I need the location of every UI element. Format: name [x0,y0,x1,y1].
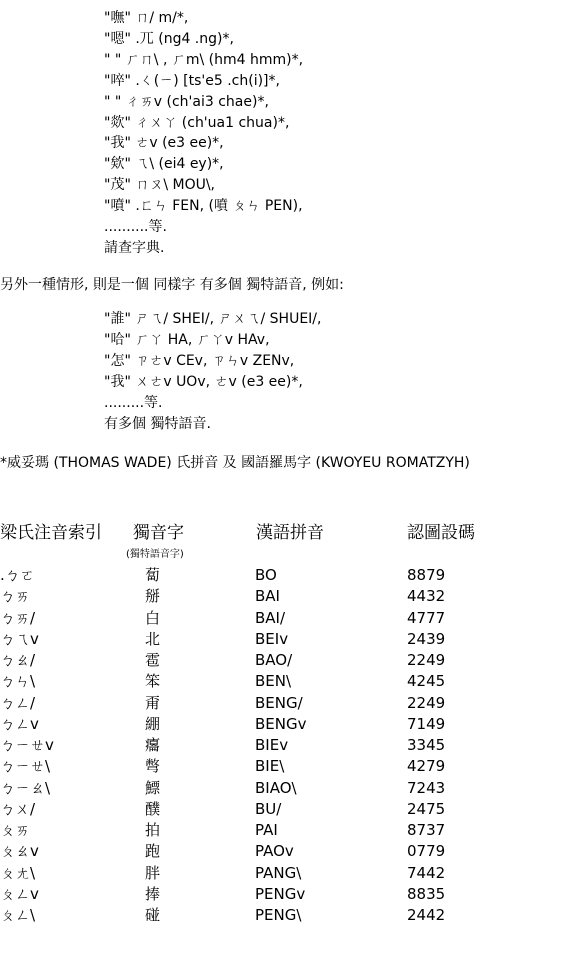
code-cell: 2475 [407,799,446,818]
pinyin-cell: PENG\ [255,906,302,924]
character-cell: 鰾 [145,778,161,797]
table-row [0,841,581,862]
romanization-note: *威妥瑪 (THOMAS WADE) 氏拼音 及 國語羅馬字 (KWOYEU ROMATZYH) [0,455,470,471]
character-cell: 綳 [145,714,161,733]
pinyin-cell: BU/ [255,799,282,818]
table-row [0,756,581,777]
zhuyin-cell: ㄅㄠ/ [0,651,36,669]
example-line: "欻" ㄔㄨㄚ (ch'ua1 chua)*, [104,114,290,131]
code-cell: 7149 [407,714,446,733]
example-line: " " ㄔㄞv (ch'ai3 chae)*, [104,93,269,110]
pinyin-cell: BO [255,566,277,584]
table-row [0,799,581,820]
pinyin-cell: BENGv [255,714,307,733]
character-cell: 癟 [145,736,161,754]
pinyin-cell: PENGv [255,884,306,903]
pinyin-cell: PAOv [255,842,294,861]
example-line: "誰" ㄕㄟ/ SHEI/, ㄕㄨㄟ/ SHUEI/, [104,311,322,327]
header-code: 認圖設碼 [407,523,475,543]
character-cell: 拍 [145,821,161,839]
zhuyin-cell: .ㄅㄛ [0,566,35,584]
table-row [0,693,581,714]
pinyin-cell: BAI [255,587,280,606]
example-line: .........等. [104,394,163,411]
code-cell: 8835 [407,884,446,903]
zhuyin-cell: ㄆㄞ [0,821,31,839]
character-cell: 北 [145,629,161,648]
code-cell: 4777 [407,608,446,627]
table-row [0,863,581,884]
pinyin-cell: PANG\ [255,863,302,882]
character-cell: 掰 [145,587,161,606]
zhuyin-cell: ㄅㄥv [0,714,39,733]
code-cell: 4245 [407,672,446,691]
character-cell: 雹 [145,651,161,669]
pinyin-cell: BIEv [255,736,289,754]
table-row [0,586,581,607]
zhuyin-cell: ㄅㄧㄠ\ [0,778,51,797]
character-cell: 碰 [145,906,161,924]
subheader-unique-sound-char: (獨特語音字) [126,549,184,560]
table-row [0,820,581,841]
zhuyin-cell: ㄅㄟv [0,629,39,648]
zhuyin-cell: ㄅㄣ\ [0,672,36,691]
table-row [0,650,581,671]
example-line: 請查字典. [104,239,165,256]
zhuyin-cell: ㄅㄞ/ [0,608,36,627]
zhuyin-cell: ㄆㄥv [0,884,39,903]
table-row [0,778,581,799]
zhuyin-cell: ㄅㄧㄝv [0,736,54,754]
pinyin-cell: BIE\ [255,757,285,776]
zhuyin-cell: ㄅㄨ/ [0,799,36,818]
code-cell: 8737 [407,821,446,839]
pinyin-cell: BEN\ [255,672,292,691]
example-line: "哈" ㄏㄚ HA, ㄏㄚv HAv, [104,331,270,348]
pinyin-cell: BIAO\ [255,778,297,797]
table-row [0,884,581,905]
character-cell: 捧 [145,884,161,903]
example-line: "怎" ㄗㄜv CEv, ㄗㄣv ZENv, [104,352,295,369]
pinyin-cell: PAI [255,821,278,839]
header-pinyin: 漢語拼音 [256,523,324,543]
code-cell: 7442 [407,863,446,882]
code-cell: 8879 [407,566,446,584]
character-cell: 甭 [145,693,161,712]
intro-paragraph: 另外一種情形, 則是一個 同樣字 有多個 獨特語音, 例如: [0,277,344,293]
character-cell: 笨 [145,672,161,691]
pinyin-cell: BAO/ [255,651,293,669]
example-line: "嗯" .兀 (ng4 .ng)*, [104,30,234,47]
zhuyin-cell: ㄅㄧㄝ\ [0,757,51,776]
zhuyin-cell: ㄅㄥ/ [0,693,36,712]
code-cell: 4432 [407,587,446,606]
character-cell: 醭 [145,799,161,818]
example-line: "啐" .ㄑ(ㄧ) [ts'e5 .ch(i)]*, [104,72,280,89]
zhuyin-cell: ㄅㄞ [0,587,31,606]
example-line: " " ㄏㄇ\ , ㄏm\ (hm4 hmm)*, [104,51,304,68]
table-row [0,735,581,756]
code-cell: 2249 [407,693,446,712]
character-cell: 蔔 [145,566,161,584]
character-cell: 白 [145,608,161,627]
example-line: "嘸" ㄇ/ m/*, [104,10,189,26]
code-cell: 4279 [407,757,446,776]
example-line: "欸" ㄟ\ (ei4 ey)*, [104,156,224,173]
example-line: "我" ㄜv (e3 ee)*, [104,135,224,152]
table-row [0,671,581,692]
pinyin-cell: BEIv [255,629,289,648]
example-line: "我" ㄨㄜv UOv, ㄜv (e3 ee)*, [104,373,303,390]
code-cell: 3345 [407,736,446,754]
example-line: "噴" .ㄈㄣ FEN, (噴 ㄆㄣ PEN), [104,198,303,215]
header-zhuyin-index: 梁氏注音索引 [0,523,102,543]
pinyin-cell: BAI/ [255,608,286,627]
zhuyin-cell: ㄆㄠv [0,842,39,861]
character-cell: 跑 [145,842,161,861]
code-cell: 0779 [407,842,446,861]
code-cell: 2442 [407,906,446,924]
table-row [0,608,581,629]
pinyin-cell: BENG/ [255,693,303,712]
zhuyin-cell: ㄆㄤ\ [0,863,36,882]
zhuyin-cell: ㄆㄥ\ [0,906,36,924]
character-cell: 胖 [145,863,161,882]
example-line: 有多個 獨特語音. [104,415,211,432]
code-cell: 2249 [407,651,446,669]
table-row [0,565,581,586]
character-cell: 彆 [145,757,161,776]
code-cell: 7243 [407,778,446,797]
table-row [0,714,581,735]
example-line: "茂" ㄇㄡ\ MOU\, [104,177,216,194]
example-line: ..........等. [104,219,167,235]
header-unique-char: 獨音字 [133,523,184,543]
table-row [0,905,581,926]
table-row [0,629,581,650]
code-cell: 2439 [407,629,446,648]
